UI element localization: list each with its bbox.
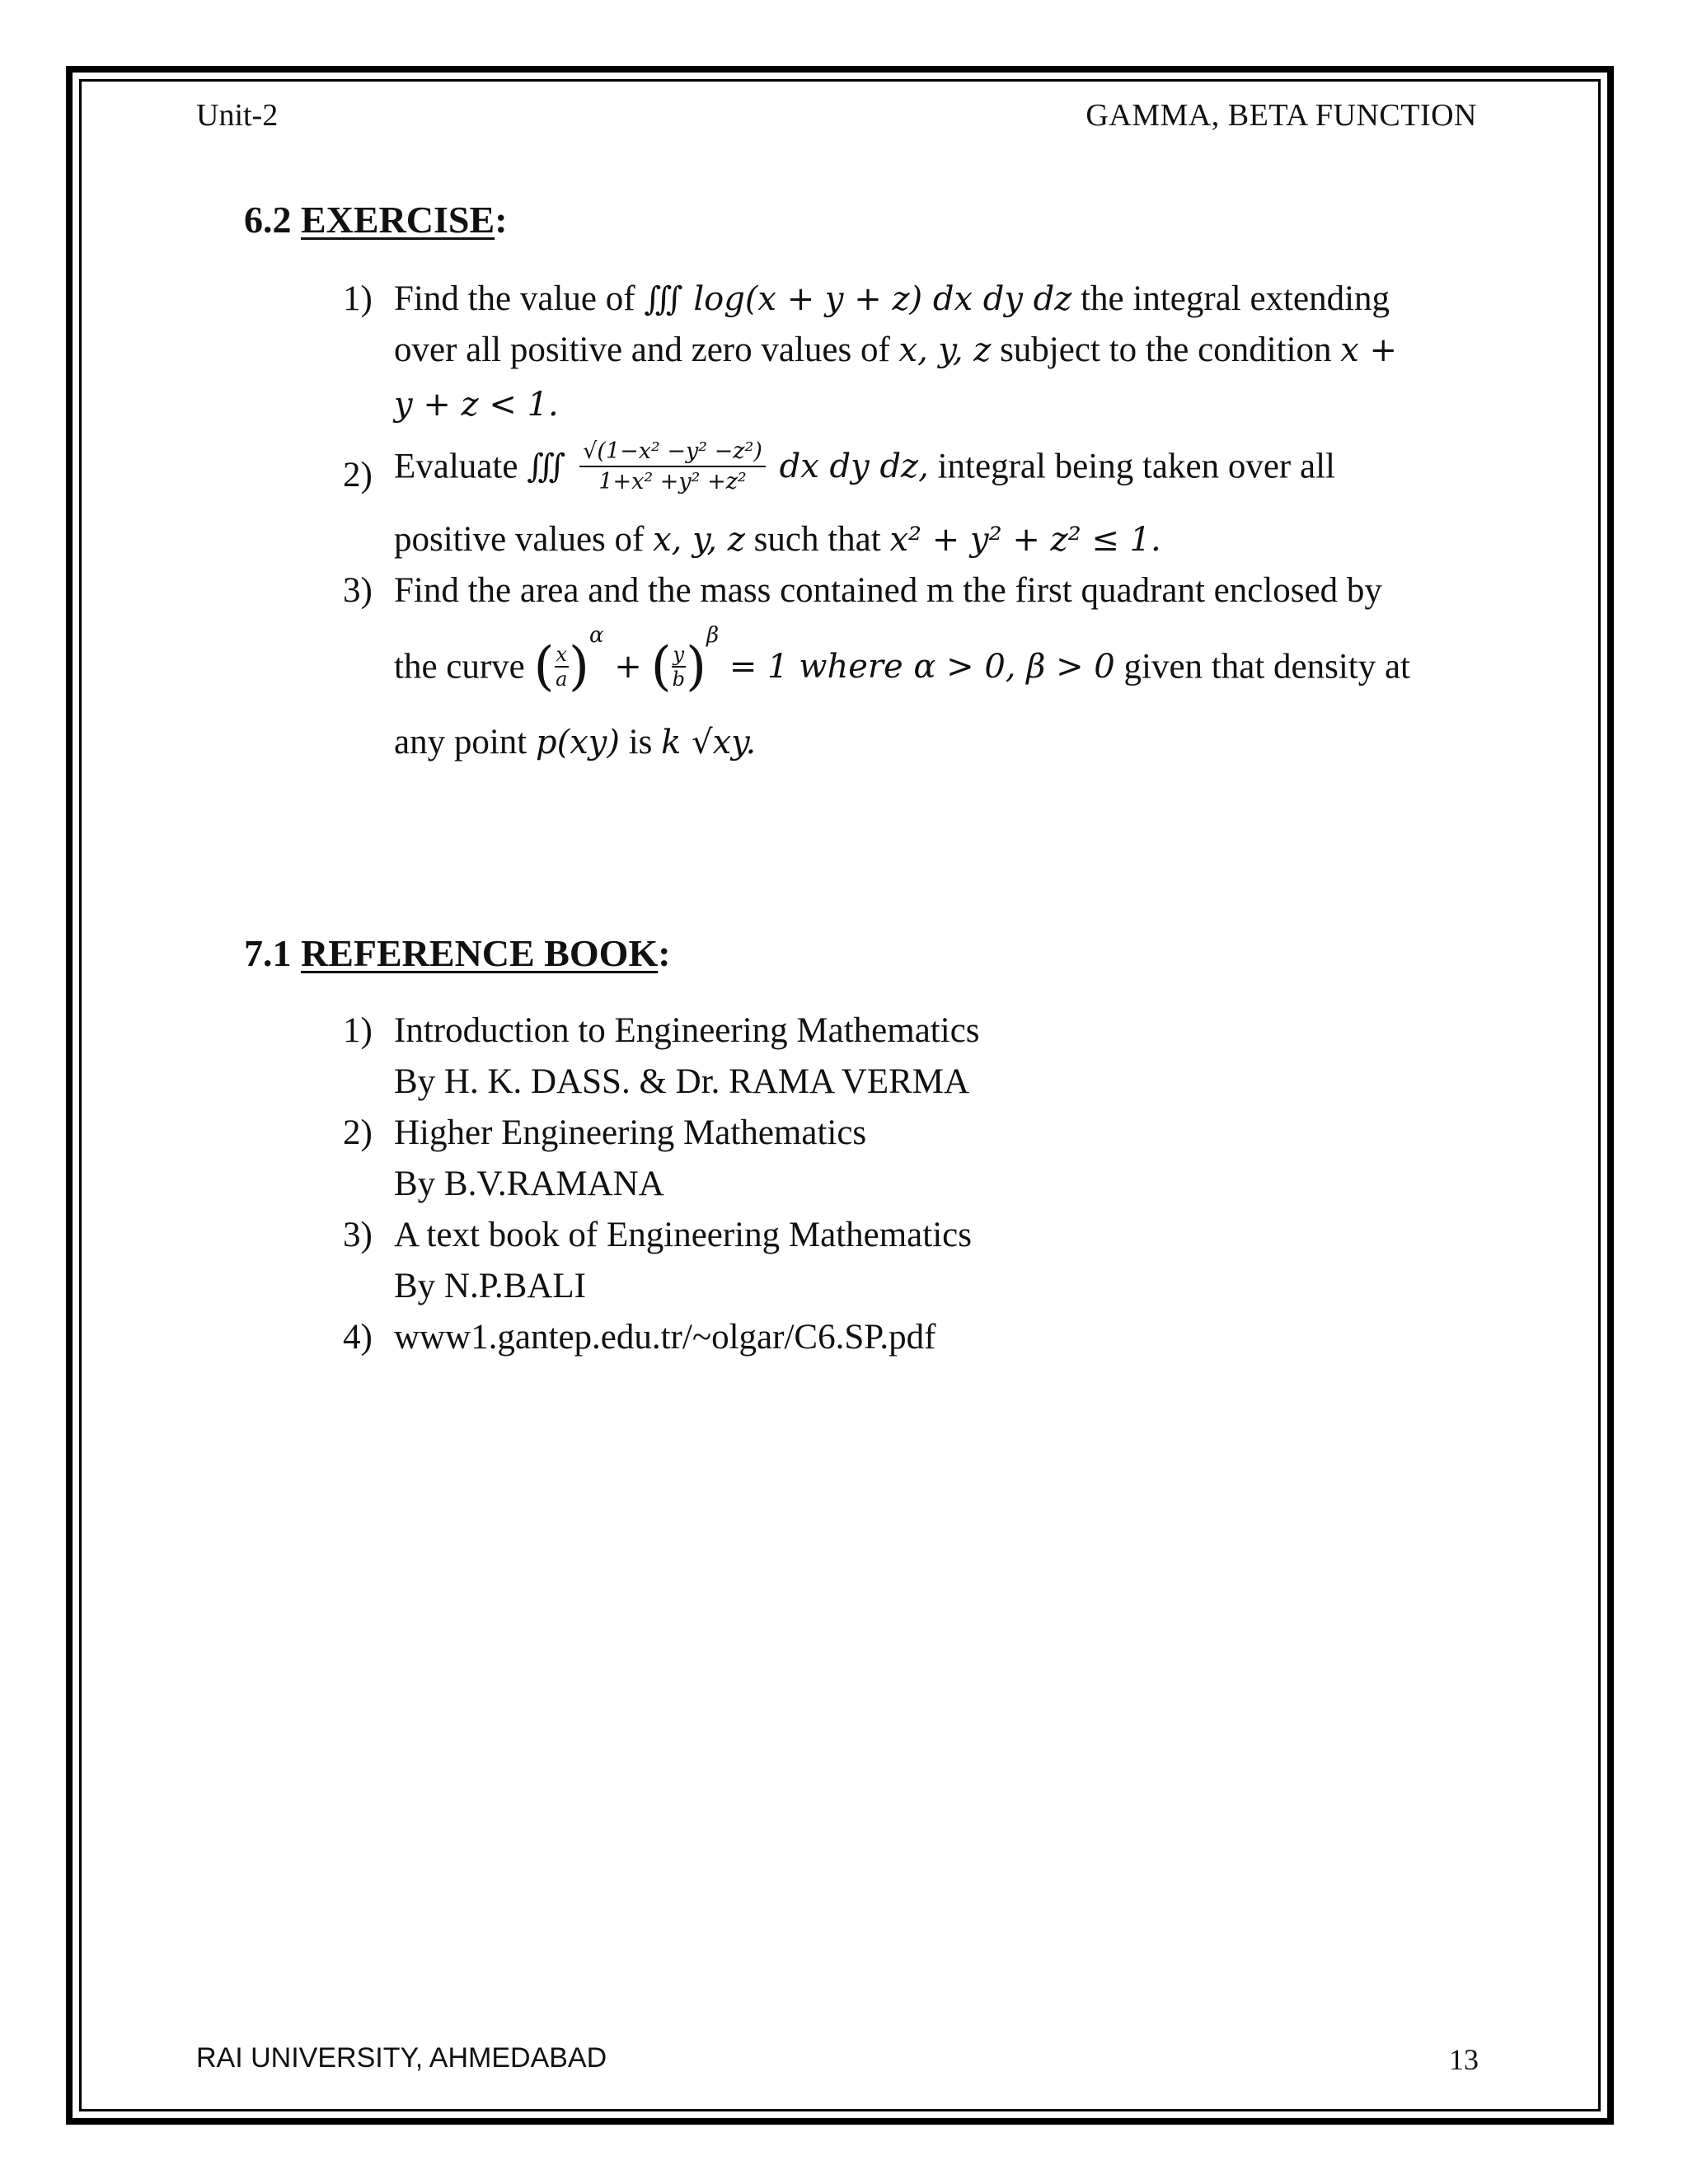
- item-1-l2-math: x, y, z: [898, 331, 992, 369]
- exercise-title: EXERCISE: [301, 199, 495, 241]
- reference-number: 7.1: [244, 932, 292, 974]
- item-1-l3-math: y + z < 1.: [394, 386, 559, 424]
- footer-page-number: 13: [1449, 2043, 1479, 2076]
- item-2-numerator: √(1−x² −y² −z²): [579, 438, 766, 467]
- exercise-item-3-number: 3): [343, 571, 373, 610]
- reference-item-2-title: Higher Engineering Mathematics: [394, 1113, 867, 1152]
- exercise-item-1-line-3: [394, 384, 559, 424]
- reference-colon: :: [658, 932, 671, 974]
- exercise-item-1-line-2: [394, 330, 1397, 370]
- item-2-fraction: [579, 438, 766, 494]
- reference-item-1-title: Introduction to Engineering Mathematics: [394, 1011, 980, 1050]
- item-3-l3-is: is: [628, 723, 653, 762]
- reference-item-2-author: By B.V.RAMANA: [394, 1165, 664, 1203]
- exercise-item-1-number: 1): [343, 279, 373, 318]
- item-3-l3-math2: k √xy.: [661, 724, 757, 762]
- item-1-l2-math2: x +: [1340, 331, 1398, 369]
- item-3-fy-num: y: [673, 643, 685, 666]
- item-3-fx-den: a: [556, 668, 568, 691]
- reference-item-1-number: 1): [343, 1011, 373, 1050]
- item-2-l2-mid: such that: [753, 520, 881, 559]
- item-2-lead: Evaluate: [394, 447, 518, 486]
- exercise-colon: :: [495, 199, 508, 241]
- reference-item-3-author: By N.P.BALI: [394, 1267, 586, 1305]
- item-3-lead: the curve: [394, 647, 525, 687]
- item-3-l3-math: p(xy): [535, 724, 620, 762]
- reference-item-1-author: By H. K. DASS. & Dr. RAMA VERMA: [394, 1062, 970, 1101]
- item-1-l2-tail: subject to the condition: [1000, 330, 1332, 369]
- exercise-number: 6.2: [244, 199, 292, 241]
- item-1-math: ∭ log(x + y + z) dx dy dz: [644, 280, 1072, 318]
- item-2-integral: ∭: [527, 448, 566, 485]
- exercise-item-2-number: 2): [343, 456, 373, 494]
- exercise-item-2-line-1: [394, 438, 1335, 494]
- item-1-l2-text: over all positive and zero values of: [394, 330, 890, 369]
- reference-item-4-url: www1.gantep.edu.tr/~olgar/C6.SP.pdf: [394, 1318, 936, 1357]
- footer-university: RAI UNIVERSITY, AHMEDABAD: [196, 2042, 607, 2074]
- item-3-l2-tail: given that density at: [1123, 647, 1411, 687]
- item-3-l2-math: = 1 where α > 0, β > 0: [729, 648, 1115, 687]
- item-2-after: dx dy dz,: [779, 448, 929, 485]
- exercise-item-1-line-1: [394, 279, 1390, 319]
- item-2-tail: integral being taken over all: [937, 447, 1335, 486]
- exercise-item-3-line-1: Find the area and the mass contained m the first quadrant enclosed by: [394, 571, 1382, 610]
- reference-item-4-number: 4): [343, 1318, 373, 1357]
- item-3-exp-beta: β: [706, 623, 720, 648]
- item-1-text: Find the value of: [394, 279, 635, 318]
- item-1-tail: the integral extending: [1081, 279, 1390, 318]
- reference-item-3-number: 3): [343, 1216, 373, 1254]
- item-3-x-term: ( $\frac{x}{a}$ )$^\alpha$: [533, 623, 604, 697]
- item-2-l2-math2: x² + y² + z² ≤ 1.: [889, 521, 1161, 559]
- item-3-exp-alpha: α: [589, 623, 604, 648]
- item-3-fx-num: x: [556, 643, 568, 666]
- header-title: GAMMA, BETA FUNCTION: [1085, 98, 1477, 133]
- item-2-denominator: 1+x² +y² +z²: [598, 469, 747, 494]
- reference-item-2-number: 2): [343, 1113, 373, 1152]
- item-2-l2-text: positive values of: [394, 520, 645, 559]
- exercise-item-2-line-2: [394, 519, 1161, 560]
- reference-heading: [244, 931, 671, 975]
- reference-item-3-title: A text book of Engineering Mathematics: [394, 1216, 972, 1254]
- exercise-item-3-line-3: [394, 722, 756, 762]
- item-3-y-term: ( $\frac{y}{b}$ )$^\beta$: [650, 623, 720, 697]
- reference-title: REFERENCE BOOK: [301, 932, 659, 974]
- exercise-item-3-line-2: the curve ( $\frac{x}{a}$ )$^\alpha$ + ( $\frac{y}{b}$ )$^\beta$ = 1 where α > 0, β > 0 given that density at: [394, 623, 1411, 697]
- header-unit: Unit-2: [196, 98, 279, 133]
- item-2-l2-math: x, y, z: [653, 521, 745, 559]
- item-3-l3-text: any point: [394, 723, 528, 762]
- exercise-heading: [244, 198, 508, 241]
- item-3-fy-den: b: [672, 668, 685, 691]
